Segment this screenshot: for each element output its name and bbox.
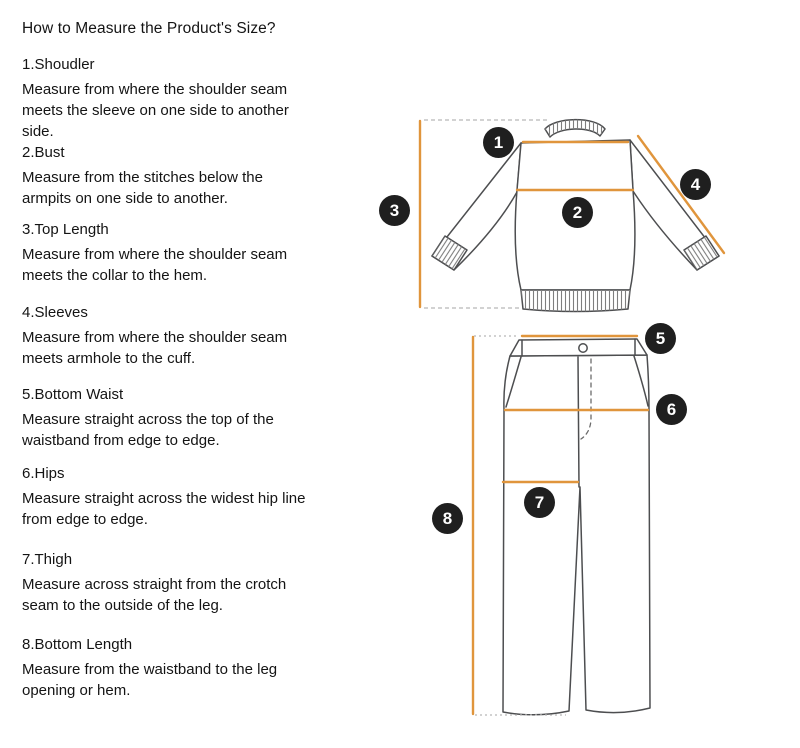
step-heading: 6.Hips <box>22 465 65 482</box>
sweater-hem-rib <box>521 290 630 312</box>
step-body: Measure straight across the widest hip line from edge to edge. <box>22 490 306 528</box>
badge-bust: 2 <box>562 197 593 228</box>
pants-drawing <box>503 339 650 715</box>
step-heading: 4.Sleeves <box>22 304 88 321</box>
badge-sleeves: 4 <box>680 169 711 200</box>
step-heading: 3.Top Length <box>22 221 109 238</box>
badge-bottom-length: 8 <box>432 503 463 534</box>
step-body: Measure from where the shoulder seam meets armhole to the cuff. <box>22 329 288 367</box>
badge-shoulder: 1 <box>483 127 514 158</box>
step-body: Measure from the stitches below the armpits on one side to another. <box>22 169 263 207</box>
step-heading: 2.Bust <box>22 144 65 161</box>
step-body: Measure straight across the top of the waistband from edge to edge. <box>22 411 274 449</box>
step-body: Measure from the waistband to the leg opening or hem. <box>22 661 278 699</box>
badge-top-length: 3 <box>379 195 410 226</box>
pants-button <box>579 344 587 352</box>
step-heading: 1.Shoudler <box>22 56 95 73</box>
step-heading: 8.Bottom Length <box>22 636 133 653</box>
page-title: How to Measure the Product's Size? <box>22 20 276 37</box>
step-heading: 7.Thigh <box>22 551 73 568</box>
sweater-collar-rib <box>545 120 605 137</box>
step-body: Measure across straight from the crotch seam to the outside of the leg. <box>22 576 287 614</box>
badge-hips: 6 <box>656 394 687 425</box>
badge-bottom-waist: 5 <box>645 323 676 354</box>
badge-thigh: 7 <box>524 487 555 518</box>
step-body: Measure from where the shoulder seam meets the collar to the hem. <box>22 246 288 284</box>
step-heading: 5.Bottom Waist <box>22 386 124 403</box>
pants-center-seam <box>578 357 579 487</box>
step-body: Measure from where the shoulder seam meets the sleeve on one side to another side. <box>22 81 289 140</box>
